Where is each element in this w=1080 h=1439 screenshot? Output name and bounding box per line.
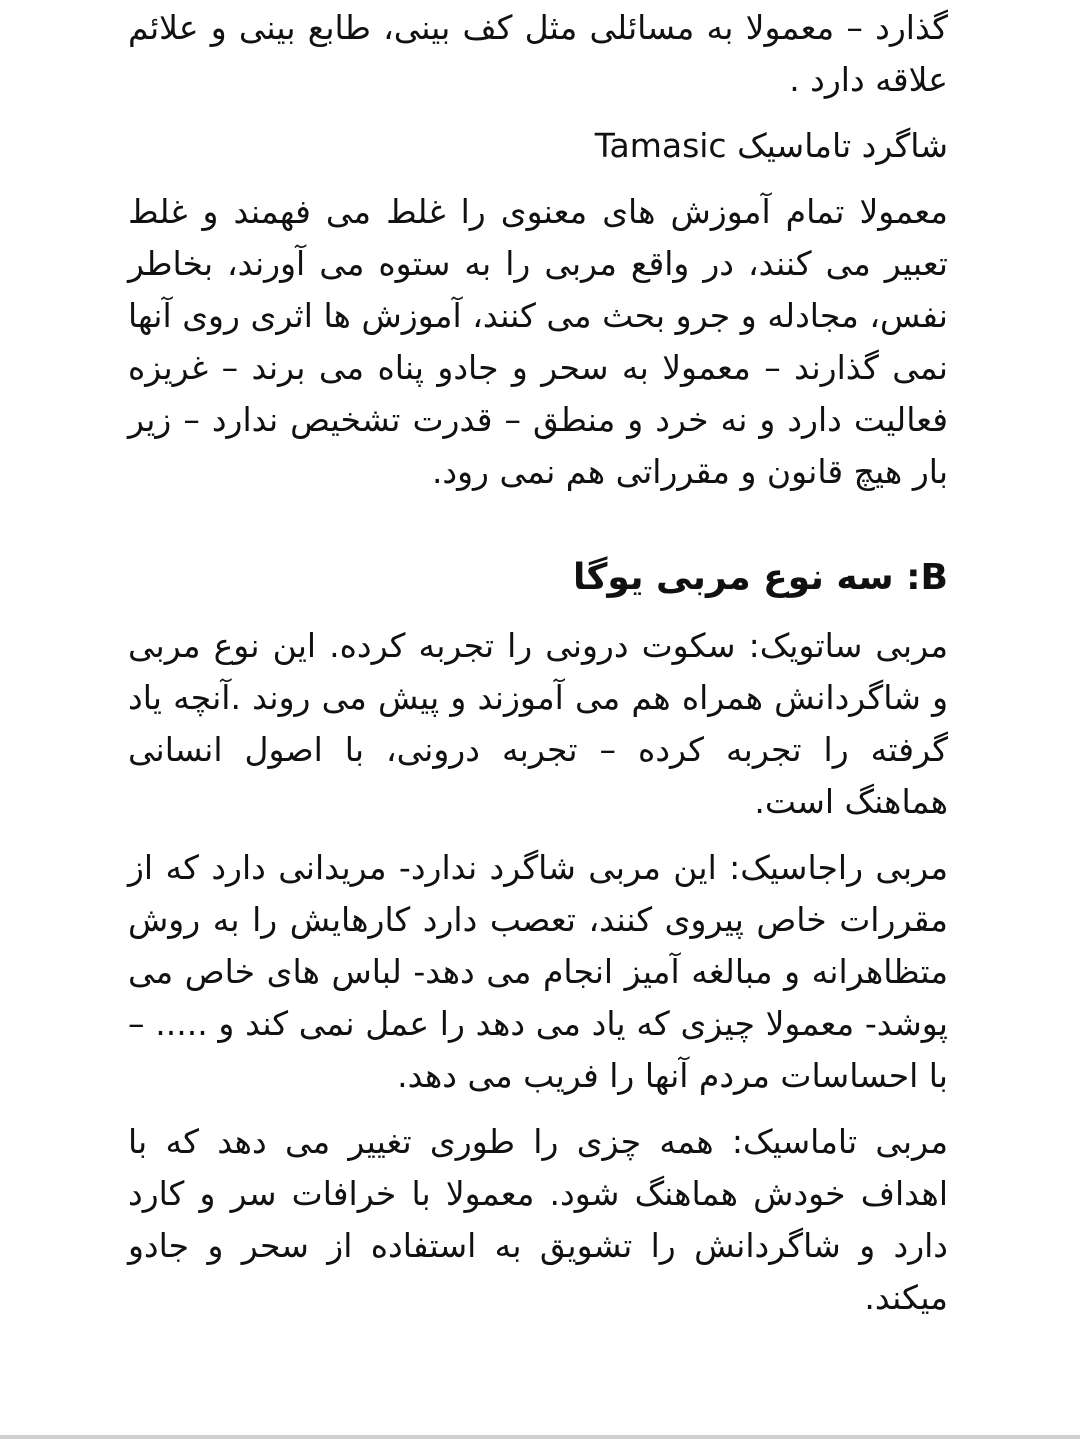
section-heading: B: سه نوع مربی یوگا bbox=[572, 557, 948, 598]
bottom-divider bbox=[0, 1435, 1080, 1439]
tamasic-student-paragraph: معمولا تمام آموزش های معنوی را غلط می فهمند و غلط تعبیر می کنند، در واقع مربی را به ستوه می آورند، بخاطر نفس، مجادله و جرو بحث می کنند، آموزش ها اثری روی آنها نمی گذارند – معمولا به سحر و جادو پناه می برند – غریزه فعالیت دارد و نه خرد و منطق – قدرت تشخیص ندارد – زیر بار هیچ قانون و مقرراتی هم نمی رود. bbox=[128, 192, 948, 491]
tamasic-student-title: شاگرد تاماسیک Tamasic bbox=[594, 126, 948, 165]
satvic-teacher-paragraph: مربی ساتویک: سکوت درونی را تجربه کرده. این نوع مربی و شاگردانش همراه هم می آموزند و پیش می روند .آنچه یاد گرفته را تجربه کرده – تجربه درونی، با اصول انسانی هماهنگ است. bbox=[128, 626, 948, 821]
document-page bbox=[128, 0, 948, 1324]
tamasic-teacher-paragraph: مربی تاماسیک: همه چزی را طوری تغییر می دهد که با اهداف خودش هماهنگ شود. معمولا با خرافات سر و کارد دارد و شاگردانش را تشویق به استفاده از سحر و جادو میکند. bbox=[128, 1122, 948, 1317]
rajasic-teacher-paragraph: مربی راجاسیک: این مربی شاگرد ندارد- مریدانی دارد که از مقررات خاص پیروی کنند، تعصب دارد کارهایش را به روش متظاهرانه و مبالغه آمیز انجام می دهد- لباس های خاص می پوشد- معمولا چیزی که یاد می دهد را عمل نمی کند و ..... – با احساسات مردم آنها را فریب می دهد. bbox=[128, 848, 948, 1095]
intro-paragraph: گذارد – معمولا به مسائلی مثل کف بینی، طابع بینی و علائم علاقه دارد . bbox=[128, 8, 948, 99]
